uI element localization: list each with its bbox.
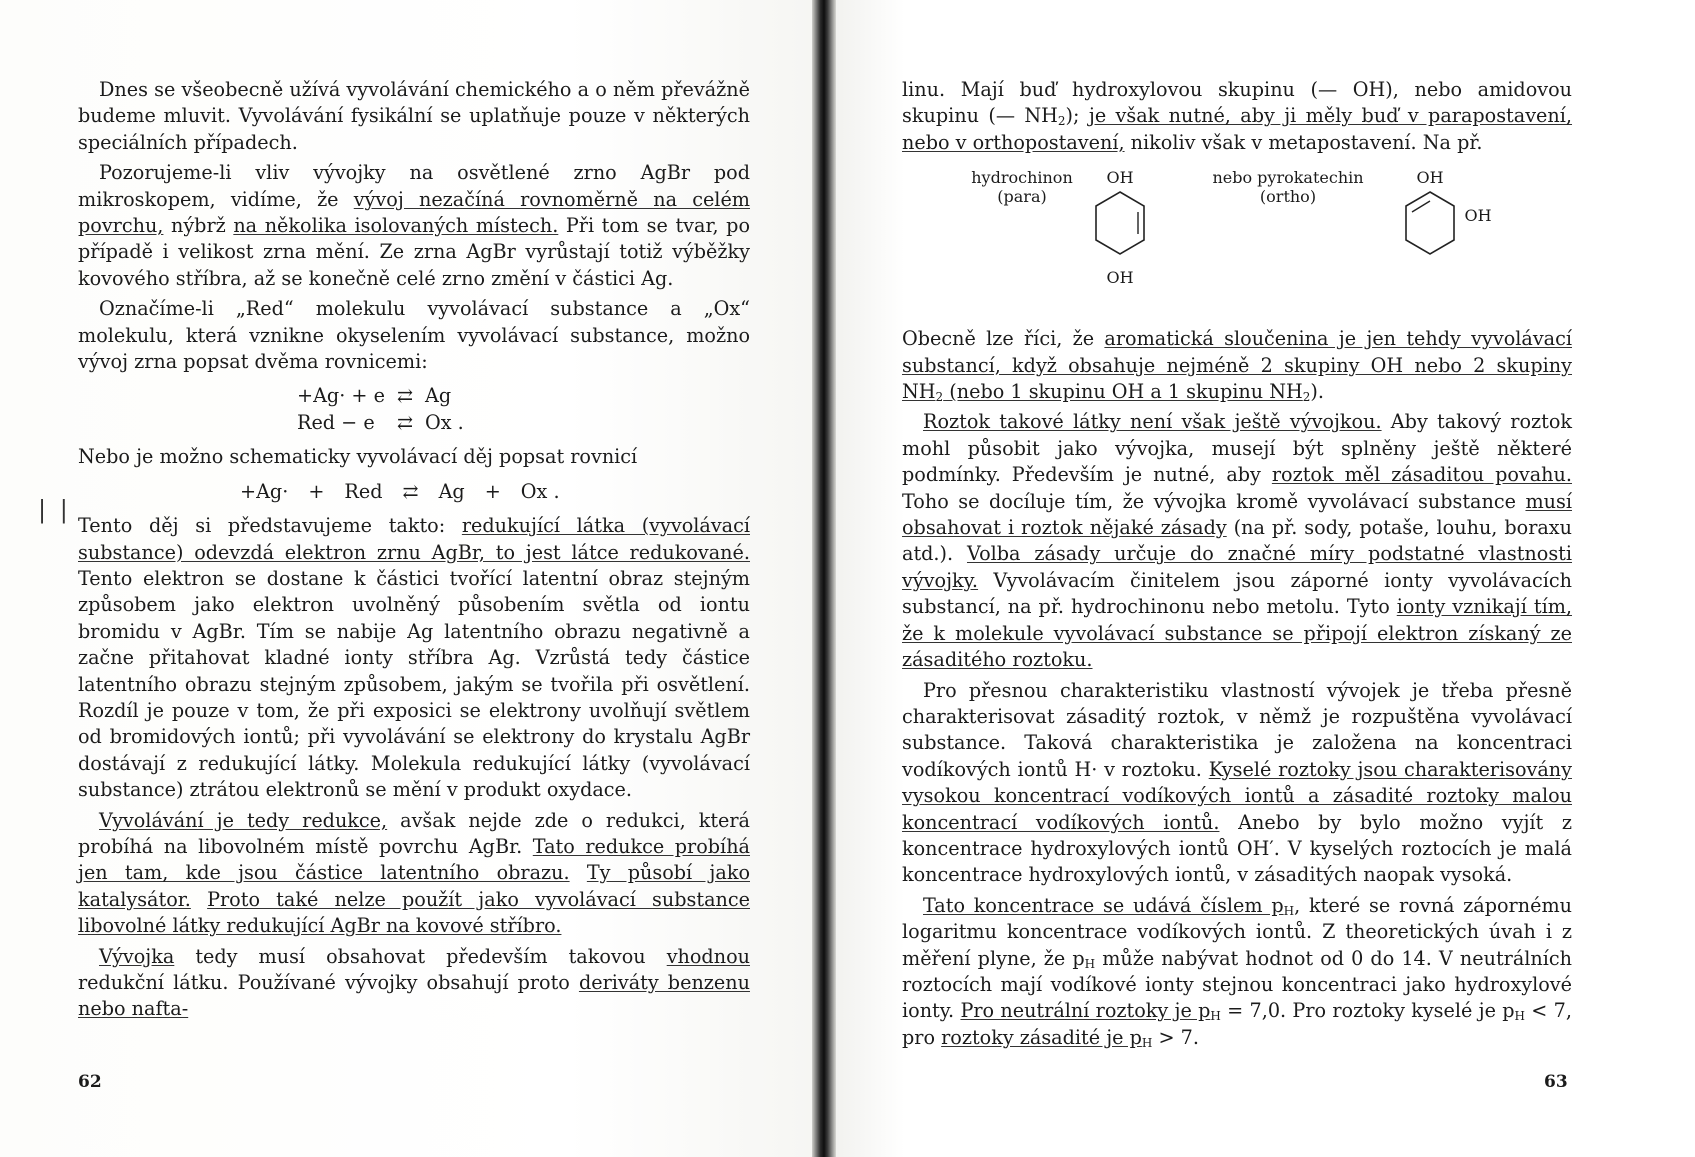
benzene-ring-para-icon xyxy=(1092,190,1148,262)
paragraph: Roztok takové látky není však ještě vývojkou. Aby takový roztok mohl působit jako vývojka, musejí být splněny ještě některé podmínky. Především je nutné, aby roztok měl zásaditou povahu. Toho se docíluje tím, že vývojka kromě vyvolávací substance musí obsahovat i roztok nějaké zásady (na př. sody, potaše, louhu, boraxu atd.). Volba zásady určuje do značné míry podstatné vlastnosti vývojky. Vyvolávacím činitelem jsou záporné ionty vyvolávacích substancí, na př. hydrochinonu nebo metolu. Tyto ionty vznikají tím, že k molekule vyvolávací substance se připojí elektron získaný ze zásaditého roztoku. xyxy=(902,410,1573,672)
equation-pair xyxy=(78,383,750,436)
eq1-arrow: ⇄ xyxy=(396,384,414,408)
paragraph: Označíme-li „Red“ molekulu vyvolávací substance a „Ox“ molekulu, která vznikne okyselením vyvolávací substance, možno vývoj zrna popsat dvěma rovnicemi: xyxy=(78,297,750,374)
structural-formulas xyxy=(902,160,1572,322)
eq2-rhs: Ox . xyxy=(425,410,464,434)
paragraph: Pozorujeme-li vliv vývojky na osvětlené zrno AgBr pod mikroskopem, vidíme, že vývoj nezačíná rovnoměrně na celém povrchu, nýbrž na několika isolovaných místech. Při tom se tvar, po případě i velikost zrna mění. Ze zrna AgBr vyrůstají totiž výběžky kovového stříbra, až se konečně celé zrno změní v částici Ag. xyxy=(78,161,751,290)
margin-pencil-mark: | | xyxy=(38,496,71,524)
paragraph: Nebo je možno schematicky vyvolávací děj popsat rovnicí xyxy=(78,445,638,469)
label-oh: OH xyxy=(1106,168,1134,188)
paragraph: Tato koncentrace se udává číslem $p_H$, které se rovná zápornému logaritmu koncentrace vodíkových iontů. Z theoretických úvah i z měření plyne, že $p_H$ může nabývat hodnot od 0 do 14. V neutrálních roztocích mají vodíkové ionty stejnou koncentraci jako hydroxylové ionty. Pro neutrální roztoky je $p_H = 7,0$. Pro roztoky kyselé je $p_H < 7$, pro roztoky zásadité je $p_H > 7$. xyxy=(902,893,1573,1050)
right-page-text xyxy=(902,77,1572,1051)
label-hydrochinon: hydrochinon (para) xyxy=(971,168,1073,207)
paragraph: Vývojka tedy musí obsahovat především takovou vhodnou redukční látku. Používané vývojky obsahují proto deriváty benzenu nebo nafta- xyxy=(78,944,750,1021)
paragraph: linu. Mají buď hydroxylovou skupinu (— OH), nebo amidovou skupinu (— $NH_2$); je však nutné, aby ji měly buď v parapostavení, nebo v orthopostavení, nikoliv však v metapostavení. Na př. xyxy=(902,78,1573,154)
paragraph: Vyvolávání je tedy redukce, avšak nejde zde o redukci, která probíhá na libovolném místě povrchu AgBr. Tato redukce probíhá jen tam, kde jsou částice latentního obrazu. Ty působí jako katalysátor. Proto také nelze použít jako vyvolávací substance libovolné látky redukující AgBr na kovové stříbro. xyxy=(78,808,750,938)
eq2-arrow: ⇄ xyxy=(396,410,414,434)
page-number-left: 62 xyxy=(78,1072,102,1092)
left-page-text xyxy=(78,77,750,1023)
label-oh: OH xyxy=(1106,268,1134,288)
label-pyrokatechin: nebo pyrokatechin (ortho) xyxy=(1212,168,1364,207)
benzene-ring-ortho-icon xyxy=(1402,190,1458,262)
label-oh: OH xyxy=(1464,206,1492,226)
eq2-lhs: Red − e xyxy=(297,410,375,434)
paragraph: Obecně lze říci, že aromatická sloučenina je jen tehdy vyvolávací substancí, když obsahuje nejméně 2 skupiny OH nebo 2 skupiny $NH_2$ (nebo 1 skupinu OH a 1 skupinu $NH_2$). xyxy=(902,327,1572,405)
label-oh: OH xyxy=(1416,168,1444,188)
paragraph: Tento děj si představujeme takto: redukující látka (vyvolávací substance) odevzdá elektron zrnu AgBr, to jest látce redukované. Tento elektron se dostane k částici tvořící latentní obraz stejným způsobem jako elektron uvolněný působením světla od iontu bromidu v AgBr. Tím se nabije Ag latentního obrazu negativně a začne přitahovat kladné ionty stříbra Ag. Vzrůstá tedy částice latentního obrazu stejným způsobem, jakým se tvořila při osvětlení. Rozdíl je pouze v tom, že při exposici se elektrony uvolňují světlem od bromidových iontů; při vyvolávání se elektrony do krystalu AgBr dostávají z redukující látky. Molekula redukující látky (vyvolávací substance) ztrátou elektronů se mění v produkt oxydace. xyxy=(78,514,750,802)
eq1-rhs: Ag xyxy=(425,384,452,408)
paragraph: Dnes se všeobecně užívá vyvolávání chemického a o něm převážně budeme mluvit. Vyvolávání fysikální se uplatňuje pouze v některých speciálních případech. xyxy=(78,78,750,154)
paragraph: Pro přesnou charakteristiku vlastností vývojek je třeba přesně charakterisovat zásaditý roztok, v němž je rozpuštěna vyvolávací substance. Taková charakteristika je založena na koncentraci vodíkových iontů H· v roztoku. Kyselé roztoky jsou charakterisovány vysokou koncentrací vodíkových iontů a zásadité roztoky malou koncentrací vodíkových iontů. Anebo by bylo možno vyjít z koncentrace hydroxylových iontů OH′. V kyselých roztocích je malá koncentrace hydroxylových iontů, v zásaditých naopak vysoká. xyxy=(902,678,1572,887)
eq1-lhs: +Ag· + e xyxy=(297,384,385,408)
book-gutter xyxy=(812,0,836,1157)
equation-scheme: +Ag· + Red ⇄ Ag + Ox . xyxy=(240,479,560,503)
page-number-right: 63 xyxy=(1544,1072,1568,1092)
